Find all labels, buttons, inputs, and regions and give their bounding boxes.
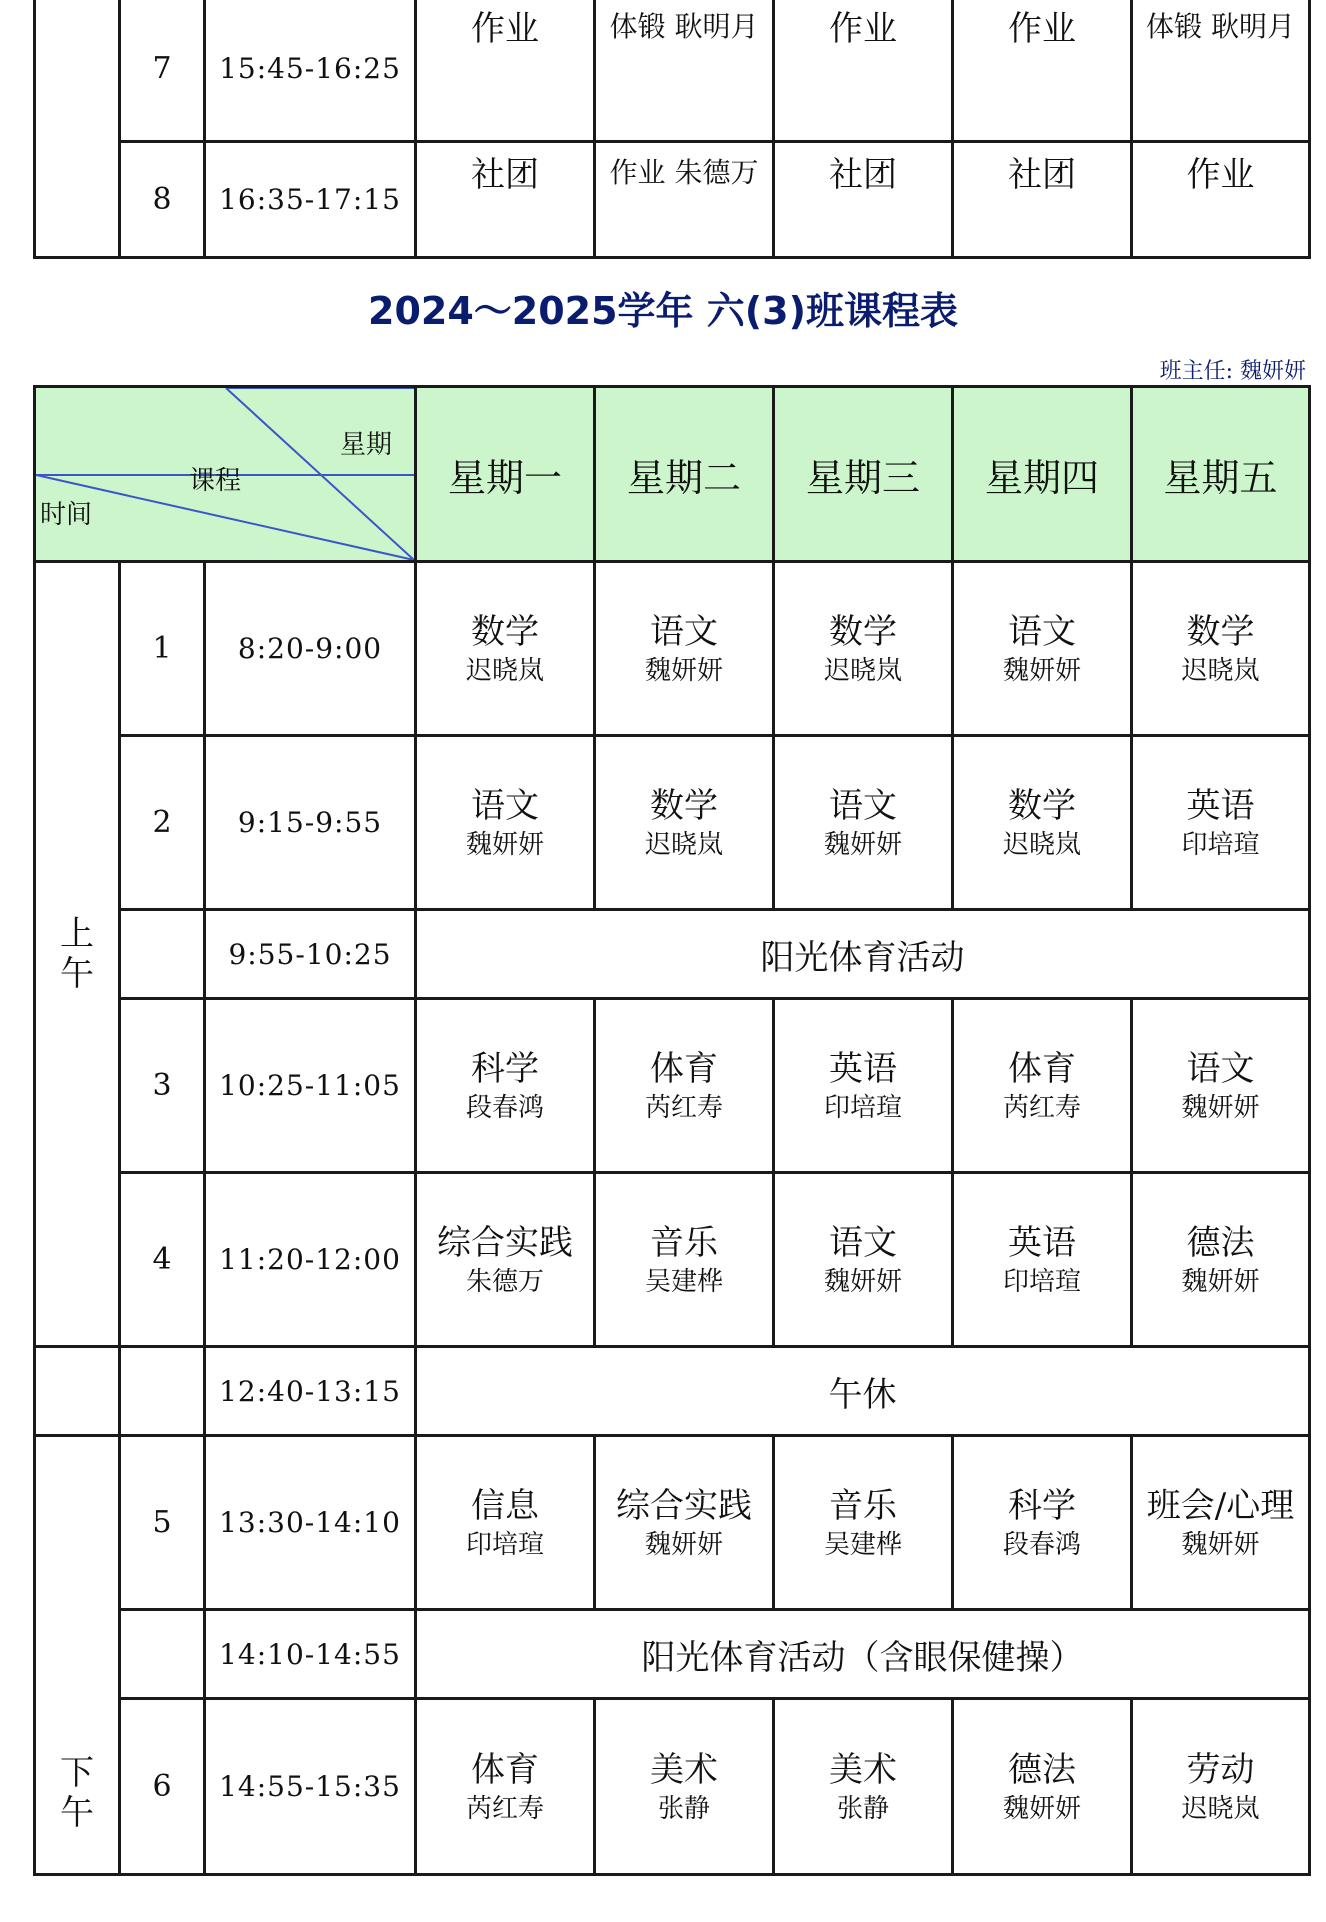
header-monday: 星期一: [416, 387, 595, 562]
subject: 体育: [1008, 1048, 1076, 1089]
schedule-cell: [416, 736, 595, 910]
table-row: [35, 141, 1310, 257]
teacher: 段春鸿: [465, 1092, 544, 1123]
teacher: 芮红寿: [1002, 1092, 1081, 1123]
sunshine-sports-activity-eye-exercise: 阳光体育活动（含眼保健操）: [416, 1610, 1310, 1699]
schedule-cell: [953, 1173, 1132, 1347]
schedule-cell: [416, 562, 595, 736]
header-friday: 星期五: [1132, 387, 1310, 562]
period-label-cell: [35, 0, 120, 257]
schedule-cell: [595, 736, 774, 910]
schedule-cell: [1132, 562, 1310, 736]
subject: 英语: [1008, 1222, 1076, 1263]
teacher: 迟晓岚: [1181, 1793, 1260, 1824]
teacher: 魏妍妍: [1181, 1092, 1260, 1123]
corner-course-label: 课程: [189, 466, 242, 496]
schedule-cell: [953, 999, 1132, 1173]
teacher: 魏妍妍: [1181, 1266, 1260, 1297]
sunshine-sports-activity: 阳光体育活动: [416, 910, 1310, 999]
teacher: 张静: [657, 1793, 710, 1824]
subject: 语文: [829, 785, 897, 826]
corner-day-label: 星期: [340, 430, 393, 460]
schedule-cell: [1132, 736, 1310, 910]
teacher: 魏妍妍: [644, 655, 723, 686]
period-time: 13:30-14:10: [205, 1436, 416, 1610]
teacher: 芮红寿: [644, 1092, 723, 1123]
header-thursday: 星期四: [953, 387, 1132, 562]
table-row: [35, 1347, 1310, 1436]
period-time: 15:45-16:25: [205, 0, 416, 141]
teacher: 迟晓岚: [1002, 829, 1081, 860]
schedule-cell: [953, 1436, 1132, 1610]
subject: 体育: [471, 1749, 539, 1790]
schedule-cell: 作业 朱德万: [595, 141, 774, 257]
schedule-cell: 作业: [1132, 141, 1310, 257]
schedule-cell: [1132, 1436, 1310, 1610]
previous-timetable-fragment: [33, 0, 1311, 259]
teacher: 朱德万: [465, 1266, 544, 1297]
period-time: 16:35-17:15: [205, 141, 416, 257]
subject: 科学: [471, 1048, 539, 1089]
schedule-cell: [595, 999, 774, 1173]
page-title: 2024～2025学年 六(3)班课程表: [368, 289, 958, 333]
table-row: [35, 1610, 1310, 1699]
subject: 数学: [1008, 785, 1076, 826]
schedule-cell: [774, 999, 953, 1173]
period-number: 8: [120, 141, 205, 257]
period-number: 4: [120, 1173, 205, 1347]
table-row: [35, 562, 1310, 736]
subject: 语文: [650, 611, 718, 652]
lunch-break: 午休: [416, 1347, 1310, 1436]
table-row: [35, 999, 1310, 1173]
teacher: 印培瑄: [1002, 1266, 1081, 1297]
schedule-cell: [1132, 1173, 1310, 1347]
teacher: 魏妍妍: [823, 1266, 902, 1297]
period-number: 6: [120, 1699, 205, 1875]
period-time: 14:55-15:35: [205, 1699, 416, 1875]
subject: 德法: [1186, 1222, 1255, 1263]
schedule-cell: [595, 1436, 774, 1610]
subject: 科学: [1008, 1485, 1076, 1526]
period-number: 7: [120, 0, 205, 141]
subject: 劳动: [1186, 1749, 1255, 1790]
subject: 德法: [1008, 1749, 1076, 1790]
period-time: 8:20-9:00: [205, 562, 416, 736]
schedule-cell: [774, 736, 953, 910]
teacher: 段春鸿: [1002, 1529, 1081, 1560]
schedule-cell: [774, 562, 953, 736]
subject: 数学: [829, 611, 897, 652]
subject: 体育: [650, 1048, 718, 1089]
teacher: 迟晓岚: [644, 829, 723, 860]
teacher: 吴建桦: [644, 1266, 723, 1297]
subject: 美术: [829, 1749, 897, 1790]
period-number: [120, 1610, 205, 1699]
head-teacher-label: 班主任: 魏妍妍: [1159, 359, 1306, 384]
subject: 数学: [471, 611, 539, 652]
subject: 综合实践: [437, 1222, 573, 1263]
teacher: 魏妍妍: [644, 1529, 723, 1560]
schedule-cell: 体锻 耿明月: [1132, 0, 1310, 141]
timetable: [33, 385, 1311, 1876]
period-time: 11:20-12:00: [205, 1173, 416, 1347]
schedule-cell: 体锻 耿明月: [595, 0, 774, 141]
teacher: 魏妍妍: [823, 829, 902, 860]
teacher: 吴建桦: [823, 1529, 902, 1560]
subject: 数学: [650, 785, 718, 826]
subject: 语文: [829, 1222, 897, 1263]
period-time: 14:10-14:55: [205, 1610, 416, 1699]
corner-header-cell: [35, 387, 416, 562]
schedule-cell: 社团: [774, 141, 953, 257]
teacher: 魏妍妍: [1002, 655, 1081, 686]
schedule-cell: [416, 1436, 595, 1610]
schedule-cell: [1132, 1699, 1310, 1875]
teacher: 印培瑄: [465, 1529, 544, 1560]
teacher: 魏妍妍: [465, 829, 544, 860]
subject: 综合实践: [616, 1485, 752, 1526]
schedule-cell: [416, 1173, 595, 1347]
table-row: [35, 1699, 1310, 1875]
subject: 语文: [1186, 1048, 1255, 1089]
subject: 班会/心理: [1146, 1485, 1295, 1526]
schedule-cell: [416, 999, 595, 1173]
teacher: 张静: [836, 1793, 889, 1824]
period-number: [120, 910, 205, 999]
morning-label: [35, 562, 120, 1347]
subject: 美术: [650, 1749, 718, 1790]
table-row: [35, 0, 1310, 141]
teacher: 芮红寿: [465, 1793, 544, 1824]
teacher: 迟晓岚: [465, 655, 544, 686]
period-time: 10:25-11:05: [205, 999, 416, 1173]
period-number: 5: [120, 1436, 205, 1610]
schedule-cell: [595, 1699, 774, 1875]
subject: 语文: [1008, 611, 1076, 652]
subject: 信息: [471, 1485, 539, 1526]
subject: 英语: [829, 1048, 897, 1089]
header-tuesday: 星期二: [595, 387, 774, 562]
schedule-cell: [416, 1699, 595, 1875]
afternoon-label: [35, 1436, 120, 1875]
header-row: [35, 387, 1310, 562]
table-row: [35, 910, 1310, 999]
period-time: 12:40-13:15: [205, 1347, 416, 1436]
schedule-cell: 作业: [953, 0, 1132, 141]
subject: 音乐: [650, 1222, 718, 1263]
period-label-cell: [35, 1347, 120, 1436]
teacher: 迟晓岚: [1181, 655, 1260, 686]
teacher: 印培瑄: [1181, 829, 1260, 860]
table-row: [35, 1173, 1310, 1347]
table-row: [35, 736, 1310, 910]
period-time: 9:15-9:55: [205, 736, 416, 910]
schedule-cell: [953, 1699, 1132, 1875]
period-number: 2: [120, 736, 205, 910]
header-wednesday: 星期三: [774, 387, 953, 562]
subject: 音乐: [829, 1485, 897, 1526]
schedule-cell: 社团: [953, 141, 1132, 257]
schedule-cell: [774, 1436, 953, 1610]
period-number: [120, 1347, 205, 1436]
afternoon-label-text: 下午: [60, 1753, 94, 1833]
teacher: 迟晓岚: [823, 655, 902, 686]
schedule-cell: [1132, 999, 1310, 1173]
period-number: 3: [120, 999, 205, 1173]
schedule-cell: [774, 1173, 953, 1347]
schedule-cell: [595, 1173, 774, 1347]
period-time: 9:55-10:25: [205, 910, 416, 999]
period-number: 1: [120, 562, 205, 736]
teacher: 印培瑄: [823, 1092, 902, 1123]
teacher: 魏妍妍: [1181, 1529, 1260, 1560]
subject: 语文: [471, 785, 539, 826]
schedule-cell: [595, 562, 774, 736]
subject: 数学: [1186, 611, 1255, 652]
schedule-cell: [953, 562, 1132, 736]
schedule-cell: [953, 736, 1132, 910]
schedule-cell: 作业: [774, 0, 953, 141]
subject: 英语: [1186, 785, 1255, 826]
teacher: 魏妍妍: [1002, 1793, 1081, 1824]
schedule-cell: 社团: [416, 141, 595, 257]
schedule-cell: [774, 1699, 953, 1875]
table-row: [35, 1436, 1310, 1610]
schedule-cell: 作业: [416, 0, 595, 141]
morning-label-text: 上午: [60, 914, 94, 994]
corner-time-label: 时间: [40, 500, 93, 530]
